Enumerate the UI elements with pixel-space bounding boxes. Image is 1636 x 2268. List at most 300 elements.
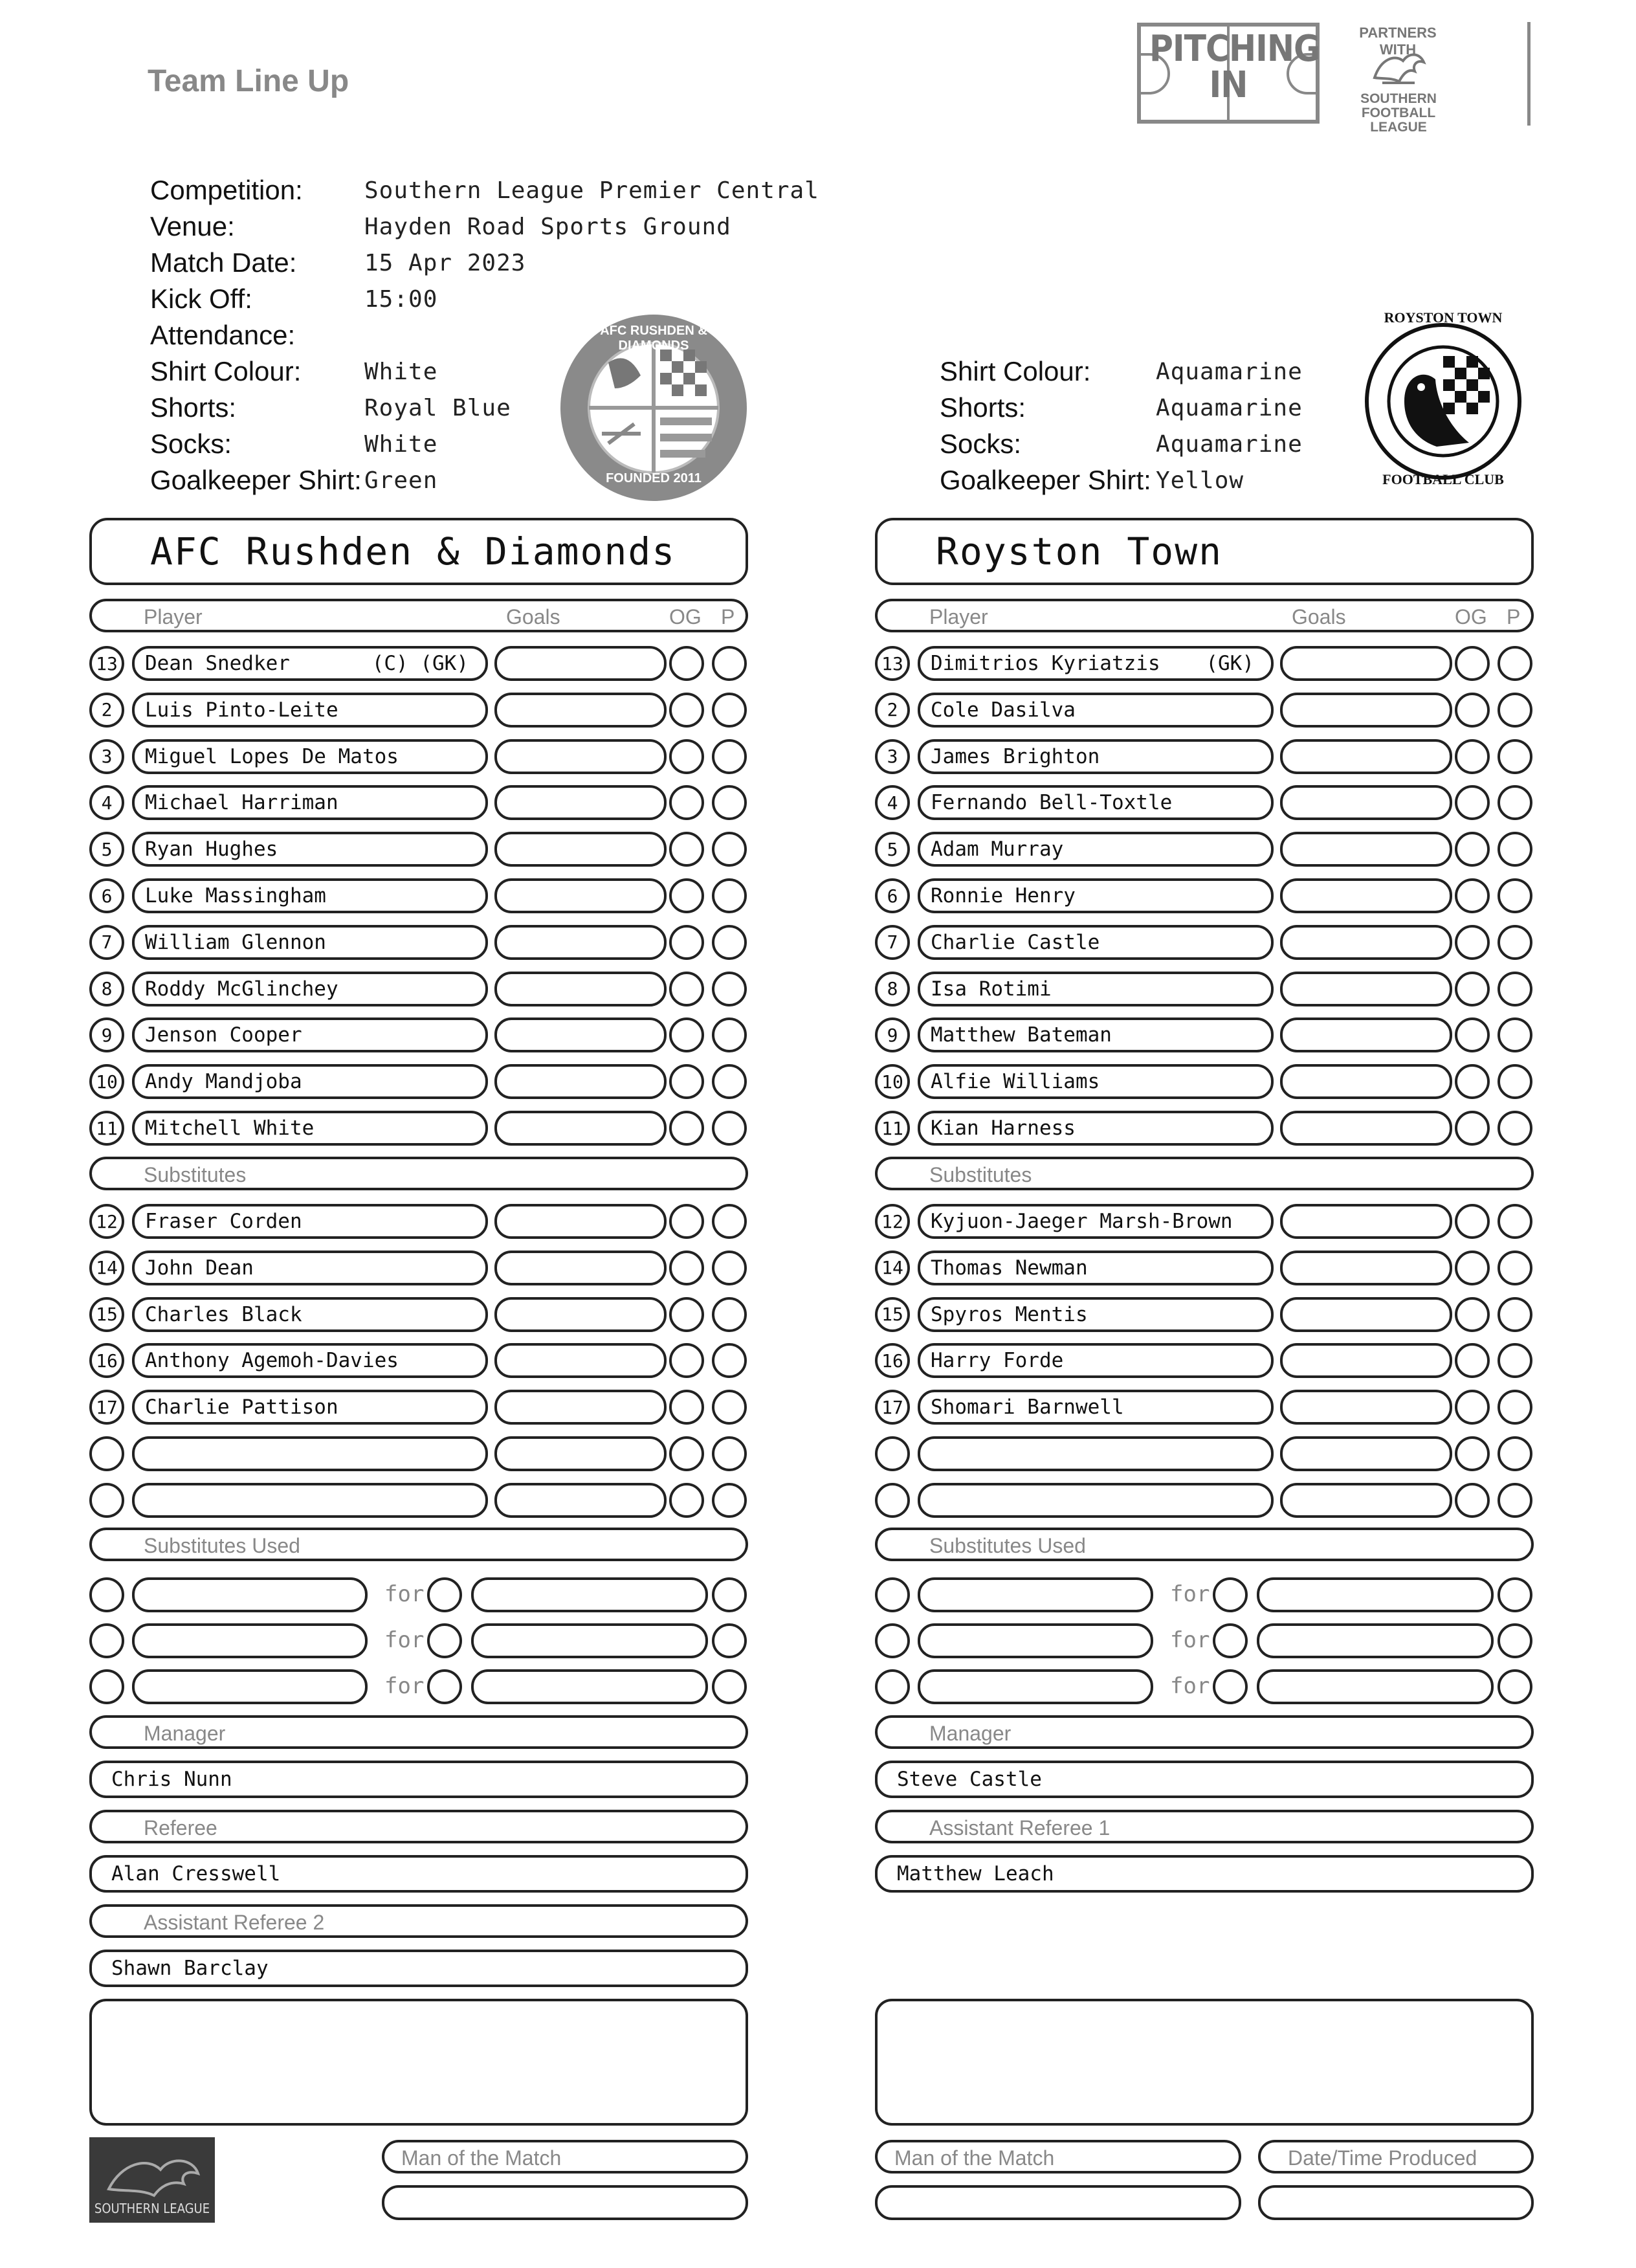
penalty-checkbox[interactable] [712,832,747,867]
own-goal-checkbox[interactable] [669,878,704,913]
home-team-name: AFC Rushden & Diamonds [89,518,748,585]
venue-value: Hayden Road Sports Ground [364,214,731,240]
shirt-number[interactable]: 14 [875,1251,910,1285]
own-goal-checkbox[interactable] [669,972,704,1006]
player-name-field[interactable] [132,1390,488,1425]
shirt-number[interactable]: 8 [89,972,124,1006]
home-substitutes-used-header [89,1528,748,1561]
sub-on-name-field[interactable] [471,1577,708,1612]
kick-off-value: 15:00 [364,286,438,313]
home-manager-name[interactable]: Chris Nunn [89,1761,748,1798]
og-column-label: OG [1455,605,1487,628]
player-name: Roddy McGlinchey [145,977,338,1001]
own-goal-checkbox[interactable] [669,1436,704,1471]
penalty-checkbox[interactable] [712,1390,747,1425]
own-goal-checkbox[interactable] [1455,878,1490,913]
sub-off-number[interactable] [89,1577,124,1612]
player-name: Jenson Cooper [145,1023,302,1047]
own-goal-checkbox[interactable] [1455,1343,1490,1378]
goals-field[interactable] [1280,972,1452,1006]
sub-off-name-field[interactable] [918,1669,1153,1704]
player-column-label: Player [929,605,988,628]
player-name-field[interactable] [132,693,488,728]
royston-town-badge [1359,304,1527,498]
penalty-checkbox[interactable] [1498,1483,1532,1518]
goals-field[interactable] [1280,1436,1452,1471]
own-goal-checkbox[interactable] [1455,739,1490,774]
shirt-number[interactable]: 4 [89,785,124,820]
goals-field[interactable] [494,1111,667,1146]
player-name-field[interactable] [132,739,488,774]
penalty-checkbox[interactable] [712,646,747,681]
player-name-field[interactable] [918,1017,1274,1052]
sub-on-number[interactable] [1213,1577,1248,1612]
sub-off-number[interactable] [875,1577,910,1612]
goals-field[interactable] [494,1436,667,1471]
sub-off-name-field[interactable] [132,1623,368,1658]
goals-field[interactable] [494,739,667,774]
own-goal-checkbox[interactable] [1455,832,1490,867]
shirt-number[interactable]: 13 [875,646,910,681]
shirt-number[interactable]: 15 [875,1297,910,1332]
sub-on-name-field[interactable] [1257,1577,1494,1612]
goals-field[interactable] [494,646,667,681]
player-name: Isa Rotimi [931,977,1052,1001]
for-label: for [1170,1673,1210,1699]
player-name-field[interactable] [918,1483,1274,1518]
goals-field[interactable] [494,1251,667,1285]
shirt-number[interactable]: 13 [89,646,124,681]
shirt-number[interactable]: 9 [875,1017,910,1052]
home-shirt-label: Shirt Colour: [150,356,302,386]
player-name-field[interactable] [132,1251,488,1285]
penalty-checkbox[interactable] [1498,1343,1532,1378]
player-name-field[interactable] [918,832,1274,867]
penalty-checkbox[interactable] [1498,646,1532,681]
sub-off-number[interactable] [89,1669,124,1704]
man-of-the-match-label: Man of the Match [401,2146,562,2170]
shirt-number[interactable]: 9 [89,1017,124,1052]
goals-field[interactable] [494,1204,667,1239]
kick-off-label: Kick Off: [150,284,252,314]
goals-field[interactable] [1280,1017,1452,1052]
sub-off-number[interactable] [89,1623,124,1658]
sub-on-number[interactable] [427,1577,462,1612]
shirt-number[interactable]: 5 [89,832,124,867]
own-goal-checkbox[interactable] [669,1343,704,1378]
penalty-checkbox[interactable] [1498,1204,1532,1239]
own-goal-checkbox[interactable] [669,1390,704,1425]
own-goal-checkbox[interactable] [1455,925,1490,960]
player-name-field[interactable] [918,785,1274,820]
home-manager-header [89,1715,748,1749]
man-of-the-match-label: Man of the Match [894,2146,1055,2170]
player-name: Michael Harriman [145,791,338,815]
shirt-number[interactable]: 11 [875,1111,910,1146]
player-name: Fernando Bell-Toxtle [931,791,1173,815]
player-name-field[interactable] [918,739,1274,774]
home-substitutes-header [89,1157,748,1190]
own-goal-checkbox[interactable] [1455,1390,1490,1425]
player-name-field[interactable] [918,646,1274,681]
shirt-number[interactable]: 3 [89,739,124,774]
away-socks-label: Socks: [940,428,1022,459]
away-gk-shirt-label: Goalkeeper Shirt: [940,465,1151,495]
player-name-field[interactable] [132,1436,488,1471]
own-goal-checkbox[interactable] [1455,1297,1490,1332]
date-time-produced-label: Date/Time Produced [1288,2146,1477,2170]
away-manager-name[interactable]: Steve Castle [875,1761,1534,1798]
own-goal-checkbox[interactable] [669,739,704,774]
player-name-field[interactable] [132,878,488,913]
goals-field[interactable] [494,1343,667,1378]
goals-field[interactable] [1280,1297,1452,1332]
player-name-field[interactable] [918,972,1274,1006]
royston-badge-bottom-text: FOOTBALL CLUB [1382,471,1504,487]
player-name: Kian Harness [931,1117,1076,1140]
afc-rushden-badge-founded: FOUNDED 2011 [606,471,702,485]
player-column-label: Player [144,605,203,628]
goals-field[interactable] [1280,1343,1452,1378]
own-goal-checkbox[interactable] [1455,646,1490,681]
venue-label: Venue: [150,211,235,241]
shirt-number[interactable] [875,1436,910,1471]
player-role-tag: (GK) [1206,652,1254,675]
penalty-checkbox[interactable] [1498,1297,1532,1332]
home-shorts-label: Shorts: [150,392,237,423]
own-goal-checkbox[interactable] [669,646,704,681]
for-label: for [384,1627,425,1653]
shirt-number[interactable]: 17 [875,1390,910,1425]
sub-minute-checkbox[interactable] [712,1623,747,1658]
home-shirt-value: White [364,359,438,385]
for-label: for [1170,1627,1210,1653]
own-goal-checkbox[interactable] [669,925,704,960]
player-name-field[interactable] [132,832,488,867]
shirt-number[interactable]: 2 [89,693,124,728]
shirt-number[interactable] [89,1436,124,1471]
player-name: Charlie Castle [931,930,1100,954]
home-man-of-the-match-field[interactable] [382,2185,748,2220]
shirt-number[interactable]: 6 [89,878,124,913]
home-shorts-value: Royal Blue [364,395,511,421]
penalty-checkbox[interactable] [712,1017,747,1052]
goals-field[interactable] [1280,739,1452,774]
southern-football-league-logo-text: SOUTHERN FOOTBALL LEAGUE [1360,91,1437,135]
penalty-checkbox[interactable] [712,785,747,820]
royston-badge-top-text: ROYSTON TOWN [1384,309,1503,326]
player-name: Fraser Corden [145,1210,302,1233]
player-name-field[interactable] [132,1111,488,1146]
player-name-field[interactable] [918,1251,1274,1285]
away-substitutes-header [875,1157,1534,1190]
goals-field[interactable] [1280,1390,1452,1425]
goals-field[interactable] [1280,785,1452,820]
sub-on-name-field[interactable] [471,1623,708,1658]
penalty-checkbox[interactable] [712,972,747,1006]
player-name-field[interactable] [132,1297,488,1332]
own-goal-checkbox[interactable] [1455,1436,1490,1471]
goals-field[interactable] [1280,1251,1452,1285]
player-name-field[interactable] [132,1017,488,1052]
for-label: for [384,1581,425,1607]
shirt-number[interactable]: 8 [875,972,910,1006]
own-goal-checkbox[interactable] [1455,972,1490,1006]
manager-label: Manager [144,1722,226,1745]
player-name: Adam Murray [931,838,1064,862]
penalty-checkbox[interactable] [712,1436,747,1471]
goals-field[interactable] [494,693,667,728]
sub-on-number[interactable] [427,1623,462,1658]
penalty-checkbox[interactable] [1498,785,1532,820]
player-name: Mitchell White [145,1117,315,1140]
for-label: for [384,1673,425,1699]
player-name-field[interactable] [918,693,1274,728]
goals-field[interactable] [494,925,667,960]
shirt-number[interactable]: 12 [89,1204,124,1239]
penalty-checkbox[interactable] [1498,1251,1532,1285]
penalty-checkbox[interactable] [1498,972,1532,1006]
shirt-number[interactable]: 12 [875,1204,910,1239]
player-name: Luis Pinto-Leite [145,698,338,722]
sub-off-name-field[interactable] [918,1577,1153,1612]
own-goal-checkbox[interactable] [669,1111,704,1146]
player-name: Ryan Hughes [145,838,278,862]
shirt-number[interactable]: 7 [89,925,124,960]
player-name-field[interactable] [918,1204,1274,1239]
sub-minute-checkbox[interactable] [1498,1623,1532,1658]
away-player-header [875,599,1534,632]
own-goal-checkbox[interactable] [1455,693,1490,728]
goals-field[interactable] [494,972,667,1006]
player-name-field[interactable] [132,785,488,820]
goals-field[interactable] [494,1017,667,1052]
shirt-number[interactable]: 11 [89,1111,124,1146]
player-name-field[interactable] [918,1436,1274,1471]
player-name: Alfie Williams [931,1070,1100,1094]
player-name: Dimitrios Kyriatzis [931,652,1160,675]
shirt-number[interactable]: 15 [89,1297,124,1332]
goals-field[interactable] [1280,925,1452,960]
penalty-checkbox[interactable] [1498,925,1532,960]
player-name-field[interactable] [132,1483,488,1518]
shirt-number[interactable]: 14 [89,1251,124,1285]
shirt-number[interactable]: 10 [875,1064,910,1099]
penalty-checkbox[interactable] [712,1483,747,1518]
penalty-checkbox[interactable] [1498,1017,1532,1052]
goals-field[interactable] [1280,1111,1452,1146]
player-name-field[interactable] [132,1343,488,1378]
shirt-number[interactable]: 6 [875,878,910,913]
shirt-number[interactable]: 2 [875,693,910,728]
substitutes-label: Substitutes [929,1163,1032,1186]
penalty-checkbox[interactable] [712,1297,747,1332]
player-name: Ronnie Henry [931,884,1076,907]
home-notes-box[interactable] [89,1999,748,2126]
player-name-field[interactable] [132,1204,488,1239]
player-name-field[interactable] [918,925,1274,960]
player-name-field[interactable] [132,972,488,1006]
shirt-number[interactable]: 16 [875,1343,910,1378]
sub-minute-checkbox[interactable] [712,1669,747,1704]
goals-field[interactable] [1280,646,1452,681]
player-name-field[interactable] [918,1343,1274,1378]
home-gk-shirt-value: Green [364,467,438,494]
own-goal-checkbox[interactable] [669,1483,704,1518]
own-goal-checkbox[interactable] [669,1251,704,1285]
goals-field[interactable] [1280,1204,1452,1239]
player-name: Matthew Bateman [931,1023,1112,1047]
player-name: Kyjuon-Jaeger Marsh-Brown [931,1210,1233,1233]
penalty-checkbox[interactable] [1498,1064,1532,1099]
own-goal-checkbox[interactable] [669,1204,704,1239]
substitutes-label: Substitutes [144,1163,247,1186]
player-name: Andy Mandjoba [145,1070,302,1094]
shirt-number[interactable]: 7 [875,925,910,960]
away-man-of-the-match-field[interactable] [875,2185,1241,2220]
penalty-checkbox[interactable] [712,693,747,728]
own-goal-checkbox[interactable] [669,1017,704,1052]
own-goal-checkbox[interactable] [1455,1251,1490,1285]
for-label: for [1170,1581,1210,1607]
shirt-number[interactable]: 4 [875,785,910,820]
shirt-number[interactable]: 10 [89,1064,124,1099]
assistant-referee-1-label: Assistant Referee 1 [929,1816,1111,1840]
player-name: Cole Dasilva [931,698,1076,722]
penalty-checkbox[interactable] [1498,878,1532,913]
player-name-field[interactable] [918,1064,1274,1099]
away-manager-header [875,1715,1534,1749]
sub-off-name-field[interactable] [918,1623,1153,1658]
player-name-field[interactable] [132,646,488,681]
sub-on-name-field[interactable] [1257,1623,1494,1658]
goals-field[interactable] [494,1064,667,1099]
lion-icon [1369,45,1428,91]
penalty-checkbox[interactable] [712,925,747,960]
away-socks-value: Aquamarine [1156,431,1303,458]
partners-with-label: PARTNERS WITH [1359,25,1437,58]
penalty-checkbox[interactable] [1498,693,1532,728]
goals-field[interactable] [1280,832,1452,867]
penalty-checkbox[interactable] [712,1251,747,1285]
shirt-number[interactable]: 16 [89,1343,124,1378]
assistant-referee-2-header [89,1904,748,1938]
player-name: Charlie Pattison [145,1395,338,1419]
own-goal-checkbox[interactable] [1455,1483,1490,1518]
referee-name[interactable]: Alan Cresswell [89,1855,748,1893]
away-notes-box[interactable] [875,1999,1534,2126]
own-goal-checkbox[interactable] [1455,785,1490,820]
sub-off-number[interactable] [875,1623,910,1658]
own-goal-checkbox[interactable] [1455,1204,1490,1239]
sub-minute-checkbox[interactable] [712,1577,747,1612]
sub-off-number[interactable] [875,1669,910,1704]
own-goal-checkbox[interactable] [1455,1017,1490,1052]
competition-label: Competition: [150,175,303,205]
afc-rushden-badge-text: AFC RUSHDEN & DIAMONDS [600,324,707,353]
substitutes-used-label: Substitutes Used [929,1534,1086,1557]
own-goal-checkbox[interactable] [1455,1111,1490,1146]
goals-field[interactable] [494,832,667,867]
player-name-field[interactable] [918,1297,1274,1332]
assistant-referee-1-header [875,1810,1534,1843]
penalty-checkbox[interactable] [712,1111,747,1146]
goals-field[interactable] [1280,693,1452,728]
pitching-in-logo-text: PITCHING IN [1149,28,1320,106]
own-goal-checkbox[interactable] [669,832,704,867]
shirt-number[interactable] [875,1483,910,1518]
penalty-checkbox[interactable] [712,739,747,774]
home-man-of-the-match-header [382,2140,748,2174]
penalty-checkbox[interactable] [1498,1436,1532,1471]
player-name-field[interactable] [918,878,1274,913]
away-shirt-label: Shirt Colour: [940,356,1091,386]
penalty-checkbox[interactable] [1498,1390,1532,1425]
goals-field[interactable] [1280,878,1452,913]
player-name-field[interactable] [132,925,488,960]
sub-minute-checkbox[interactable] [1498,1577,1532,1612]
sub-off-name-field[interactable] [132,1577,368,1612]
player-name-field[interactable] [132,1064,488,1099]
sub-on-name-field[interactable] [471,1669,708,1704]
penalty-checkbox[interactable] [1498,739,1532,774]
player-name: Luke Massingham [145,884,326,907]
goals-field[interactable] [494,1483,667,1518]
assistant-referee-2-label: Assistant Referee 2 [144,1911,325,1934]
goals-field[interactable] [494,785,667,820]
shirt-number[interactable] [89,1483,124,1518]
home-socks-value: White [364,431,438,458]
goals-field[interactable] [1280,1483,1452,1518]
goals-column-label: Goals [1292,605,1346,628]
own-goal-checkbox[interactable] [669,1064,704,1099]
home-socks-label: Socks: [150,428,232,459]
penalty-checkbox[interactable] [712,1204,747,1239]
home-referee-header [89,1810,748,1843]
sub-minute-checkbox[interactable] [1498,1669,1532,1704]
penalty-checkbox[interactable] [712,1343,747,1378]
date-time-produced-field[interactable] [1258,2185,1534,2220]
penalty-checkbox[interactable] [712,878,747,913]
sub-on-number[interactable] [1213,1669,1248,1704]
manager-label: Manager [929,1722,1011,1745]
player-name-field[interactable] [918,1390,1274,1425]
shirt-number[interactable]: 3 [875,739,910,774]
penalty-checkbox[interactable] [1498,832,1532,867]
own-goal-checkbox[interactable] [669,1297,704,1332]
sub-off-name-field[interactable] [132,1669,368,1704]
goals-field[interactable] [494,1297,667,1332]
shirt-number[interactable]: 17 [89,1390,124,1425]
sub-on-number[interactable] [427,1669,462,1704]
away-shorts-label: Shorts: [940,392,1026,423]
penalty-checkbox[interactable] [712,1064,747,1099]
player-name-field[interactable] [918,1111,1274,1146]
assistant-referee-1-name[interactable]: Matthew Leach [875,1855,1534,1893]
sub-on-name-field[interactable] [1257,1669,1494,1704]
penalty-checkbox[interactable] [1498,1111,1532,1146]
goals-field[interactable] [494,1390,667,1425]
own-goal-checkbox[interactable] [1455,1064,1490,1099]
shirt-number[interactable]: 5 [875,832,910,867]
assistant-referee-2-name[interactable]: Shawn Barclay [89,1950,748,1987]
own-goal-checkbox[interactable] [669,785,704,820]
own-goal-checkbox[interactable] [669,693,704,728]
goals-field[interactable] [494,878,667,913]
goals-field[interactable] [1280,1064,1452,1099]
player-role-tag: (C) (GK) [371,652,469,675]
sub-on-number[interactable] [1213,1623,1248,1658]
